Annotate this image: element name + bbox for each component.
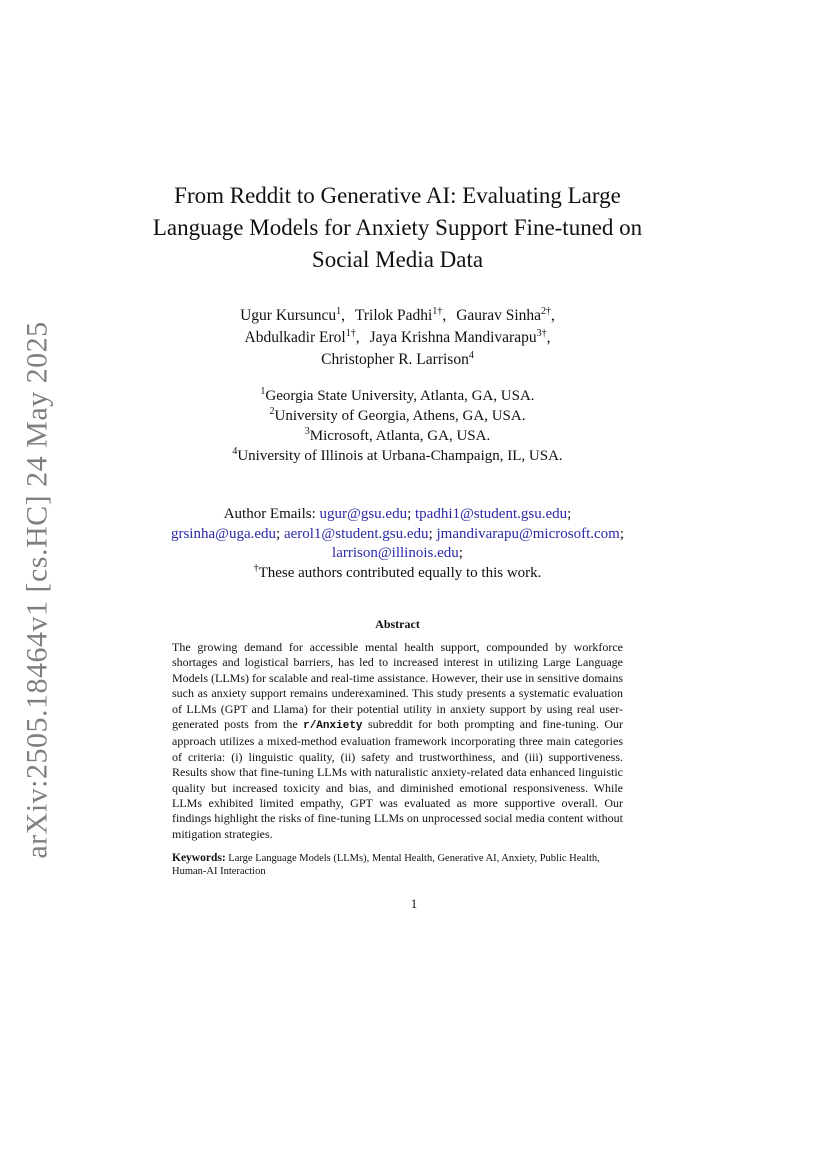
affiliation-sup: 2 [269, 406, 275, 417]
affiliation-text: University of Illinois at Urbana-Champaign, IL, USA. [237, 448, 563, 464]
email-line-1 [150, 505, 645, 525]
email-separator: ; [428, 525, 433, 542]
affiliation-text: University of Georgia, Athens, GA, USA. [274, 408, 526, 424]
email-separator: ; [619, 525, 625, 542]
subreddit-name: r/Anxiety [303, 720, 363, 733]
affiliation-sup: 4 [232, 446, 238, 457]
email-link[interactable]: ugur@gsu.edu [319, 506, 408, 522]
author-sup: 3† [536, 327, 547, 339]
keywords [172, 852, 623, 878]
email-separator: ; [276, 525, 281, 542]
email-link[interactable]: jmandivarapu@microsoft.com [436, 525, 620, 542]
paper-title: From Reddit to Generative AI: Evaluating Large Language Models for Anxiety Support Fine-tuned on Social Media Data [152, 183, 643, 272]
author-sup: 2† [541, 305, 552, 317]
arxiv-identifier [8, 321, 68, 859]
affiliation [150, 426, 645, 446]
affiliation [150, 386, 645, 406]
author-name: Gaurav Sinha [456, 307, 542, 324]
email-separator: ; [458, 545, 463, 561]
keywords-text: Large Language Models (LLMs), Mental Health, Generative AI, Anxiety, Public Health, Human-AI Interaction [172, 853, 600, 877]
author-sup: 1† [345, 327, 356, 339]
affiliation-sup: 1 [260, 386, 266, 397]
abstract-part-2: subreddit for both prompting and fine-tuning. Our approach utilizes a mixed-method evaluation framework incorporating three main categories of criteria: (i) linguistic quality, (ii) safety and trustworthiness, and (iii) supportiveness. Results show that fine-tuning LLMs with naturalistic anxiety-related data enhanced linguistic quality but increased toxicity and bias, and diminished emotional responsiveness. While LLMs exhibited limited empathy, GPT was evaluated as more supportive overall. Our findings highlight the risks of fine-tuning LLMs on unprocessed social media content without mitigation strategies. [172, 717, 623, 841]
affiliation-sup: 3 [304, 426, 310, 437]
author-sup: 1† [432, 305, 443, 317]
author-line-3 [150, 349, 645, 371]
email-separator: ; [407, 506, 412, 522]
affiliation-text: Georgia State University, Atlanta, GA, USA. [265, 388, 535, 404]
email-line-2 [150, 525, 645, 545]
email-separator: ; [567, 506, 572, 522]
author-name: Jaya Krishna Mandivarapu [369, 329, 537, 346]
author-name: Ugur Kursuncu [240, 307, 337, 324]
author-line-1: Ugur Kursuncu$^1$, Trilok Padhi$^{1\dagger}$, Gaurav Sinha$^{2\dagger}$, [240, 305, 555, 324]
dagger-sup: † [253, 562, 259, 574]
affiliation-list [150, 386, 645, 466]
affiliation [150, 406, 645, 426]
author-line-2: Abdulkadir Erol$^{1\dagger}$, Jaya Krishna Mandivarapu$^{3\dagger}$, [244, 327, 551, 346]
equal-contribution-text: These authors contributed equally to this work. [258, 564, 542, 581]
abstract-part-1: The growing demand for accessible mental health support, compounded by workforce shortages and logistical barriers, has led to increased interest in utilizing Large Language Models (LLMs) for scalable and real-time assistance. However, their use in sensitive domains such as anxiety support remains underexamined. This study presents a systematic evaluation of LLMs (GPT and Llama) for their potential utility in anxiety support by using real user-generated posts from the [172, 640, 623, 732]
author-emails [150, 505, 645, 583]
title-page [150, 180, 645, 878]
email-line-3 [150, 544, 645, 564]
email-link[interactable]: aerol1@student.gsu.edu [283, 525, 429, 542]
author-name: Abdulkadir Erol [244, 329, 346, 346]
email-link[interactable]: tpadhi1@student.gsu.edu [415, 506, 568, 522]
author-name: Christopher R. Larrison [321, 351, 469, 368]
author-list [150, 305, 645, 371]
emails-label: Author Emails: [223, 506, 316, 522]
author-name: Trilok Padhi [354, 307, 433, 324]
equal-contribution-note [150, 564, 645, 584]
arxiv-identifier-text: arXiv:2505.18464v1 [cs.HC] 24 May 2025 [21, 321, 54, 859]
email-link[interactable]: grsinha@uga.edu [170, 525, 277, 542]
abstract-heading: Abstract [375, 617, 420, 631]
author-sup: 4 [468, 349, 474, 361]
affiliation-text: Microsoft, Atlanta, GA, USA. [309, 428, 491, 444]
email-link[interactable]: larrison@illinois.edu [332, 545, 459, 561]
keywords-label: Keywords: [172, 852, 226, 865]
affiliation [150, 446, 645, 466]
abstract-text [172, 640, 623, 842]
author-sup: 1 [336, 305, 342, 317]
page-number: 1 [410, 896, 418, 911]
